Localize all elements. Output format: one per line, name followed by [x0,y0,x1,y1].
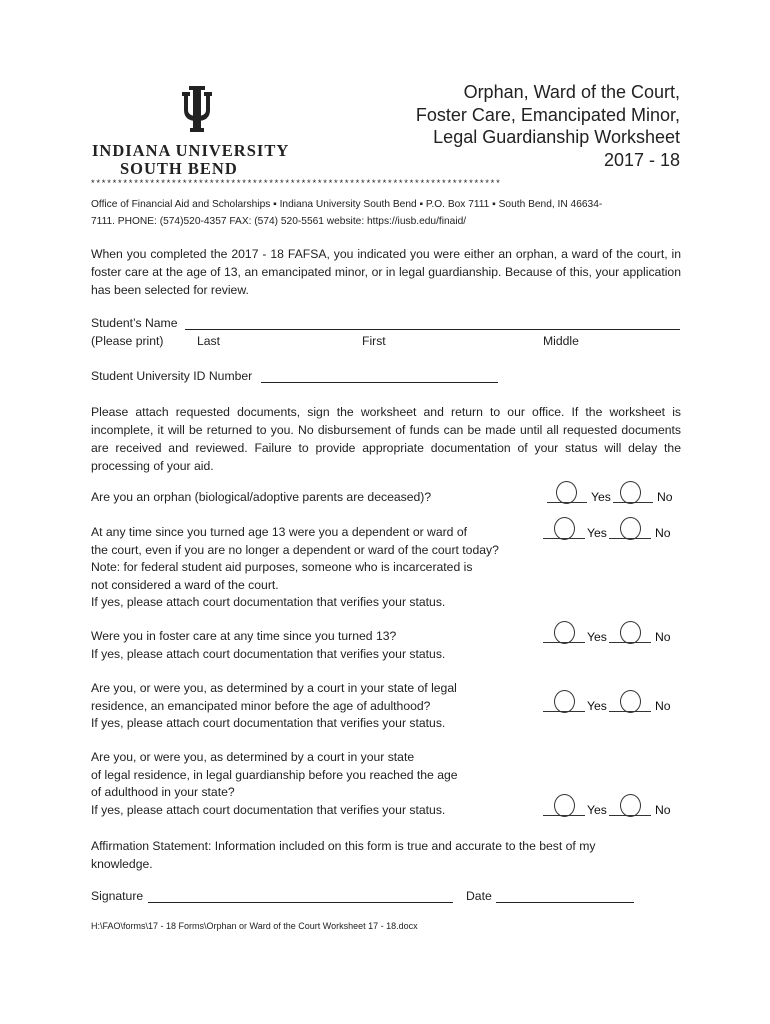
question-line: Are you an orphan (biological/adoptive parents are deceased)? [91,490,432,504]
student-name-field[interactable] [185,329,680,330]
no-label: No [655,699,671,713]
yes-radio[interactable] [554,621,575,644]
question-foster-care [91,628,531,663]
yes-radio[interactable] [554,517,575,540]
signature-label: Signature [91,889,144,903]
answer-foster-care [543,624,673,650]
affirmation-statement: Affirmation Statement: Information included on this form is true and accurate to the best of my knowledge. [91,839,596,871]
university-name [92,142,302,178]
yes-label: Yes [587,526,607,540]
university-name-line2: SOUTH BEND [120,159,238,178]
title-line: Orphan, Ward of the Court, [463,82,680,102]
middle-name-label: Middle [543,334,579,348]
answer-orphan [547,484,677,510]
question-legal-guardianship [91,749,531,819]
answer-emancipated-minor [543,693,673,719]
yes-label: Yes [587,699,607,713]
question-line: residence, an emancipated minor before the age of adulthood? [91,698,431,713]
yes-radio[interactable] [554,690,575,713]
office-contact-line2: 7111. PHONE: (574)520-4357 FAX: (574) 520-5561 website: https://iusb.edu/finaid/ [91,216,467,227]
yes-label: Yes [591,490,611,504]
title-line: Legal Guardianship Worksheet [433,127,680,147]
no-label: No [657,490,673,504]
asterisk-separator: **************************************************************************** [90,178,501,189]
question-line: If yes, please attach court documentation that verifies your status. [91,802,446,817]
student-name-label: Student’s Name [91,316,178,330]
answer-ward-of-court [543,520,673,546]
student-id-label: Student University ID Number [91,369,253,383]
no-label: No [655,630,671,644]
question-line: of adulthood in your state? [91,785,235,799]
question-ward-of-court [91,524,531,612]
question-line: the court, even if you are no longer a dependent or ward of the court today? [91,542,499,557]
question-line: At any time since you turned age 13 were you a dependent or ward of [91,525,468,539]
student-id-field[interactable] [261,382,498,383]
question-line: Were you in foster care at any time since you turned 13? [91,629,397,643]
question-line: not considered a ward of the court. [91,577,279,592]
question-line: Are you, or were you, as determined by a court in your state of legal [91,681,457,695]
university-name-line1: INDIANA UNIVERSITY [92,141,290,160]
date-label: Date [466,889,492,903]
no-radio[interactable] [620,517,641,540]
title-line: Foster Care, Emancipated Minor, [415,104,680,125]
yes-label: Yes [587,630,607,644]
instructions-paragraph: Please attach requested documents, sign the worksheet and return to our office. If the worksheet is incomplete, it will be returned to you. No disbursement of funds can be made until all requested documents are received and reviewed. Failure to provide appropriate documentation of your status will delay the processing of your aid. [91,405,681,473]
question-line: If yes, please attach court documentation that verifies your status. [91,716,446,730]
no-radio[interactable] [620,794,641,817]
no-label: No [655,803,671,817]
file-path-footer: H:\FAO\forms\17 - 18 Forms\Orphan or Ward of the Court Worksheet 17 - 18.docx [91,921,418,931]
first-name-label: First [362,334,386,348]
yes-label: Yes [587,803,607,817]
no-radio[interactable] [620,690,641,713]
answer-legal-guardianship [543,797,673,823]
worksheet-title [360,81,680,171]
iu-trident-logo-icon [180,86,214,132]
no-label: No [655,526,671,540]
office-contact [91,196,676,230]
office-contact-line1: Office of Financial Aid and Scholarships ▪ Indiana University South Bend ▪ P.O. Box 7111 ▪ South Bend, IN 46634- [91,199,603,210]
question-line: of legal residence, in legal guardianship before you reached the age [91,767,458,782]
question-orphan [91,489,531,507]
yes-radio[interactable] [554,794,575,817]
title-year: 2017 - 18 [603,149,680,170]
question-line: Note: for federal student aid purposes, someone who is incarcerated is [91,560,473,574]
question-line: If yes, please attach court documentation that verifies your status. [91,595,446,609]
question-line: If yes, please attach court documentation that verifies your status. [91,646,446,661]
question-emancipated-minor [91,680,531,733]
please-print-label: (Please print) [91,334,164,348]
no-radio[interactable] [620,621,641,644]
yes-radio[interactable] [556,481,577,504]
no-radio[interactable] [620,481,641,504]
date-field[interactable] [496,902,634,903]
intro-paragraph: When you completed the 2017 - 18 FAFSA, you indicated you were either an orphan, a ward of the court, in foster care at the age of 13, an emancipated minor, or in legal guardianship. Because of this, your application has been selected for review. [91,247,681,297]
signature-field[interactable] [148,902,453,903]
last-name-label: Last [197,334,221,348]
question-line: Are you, or were you, as determined by a court in your state [91,750,415,764]
